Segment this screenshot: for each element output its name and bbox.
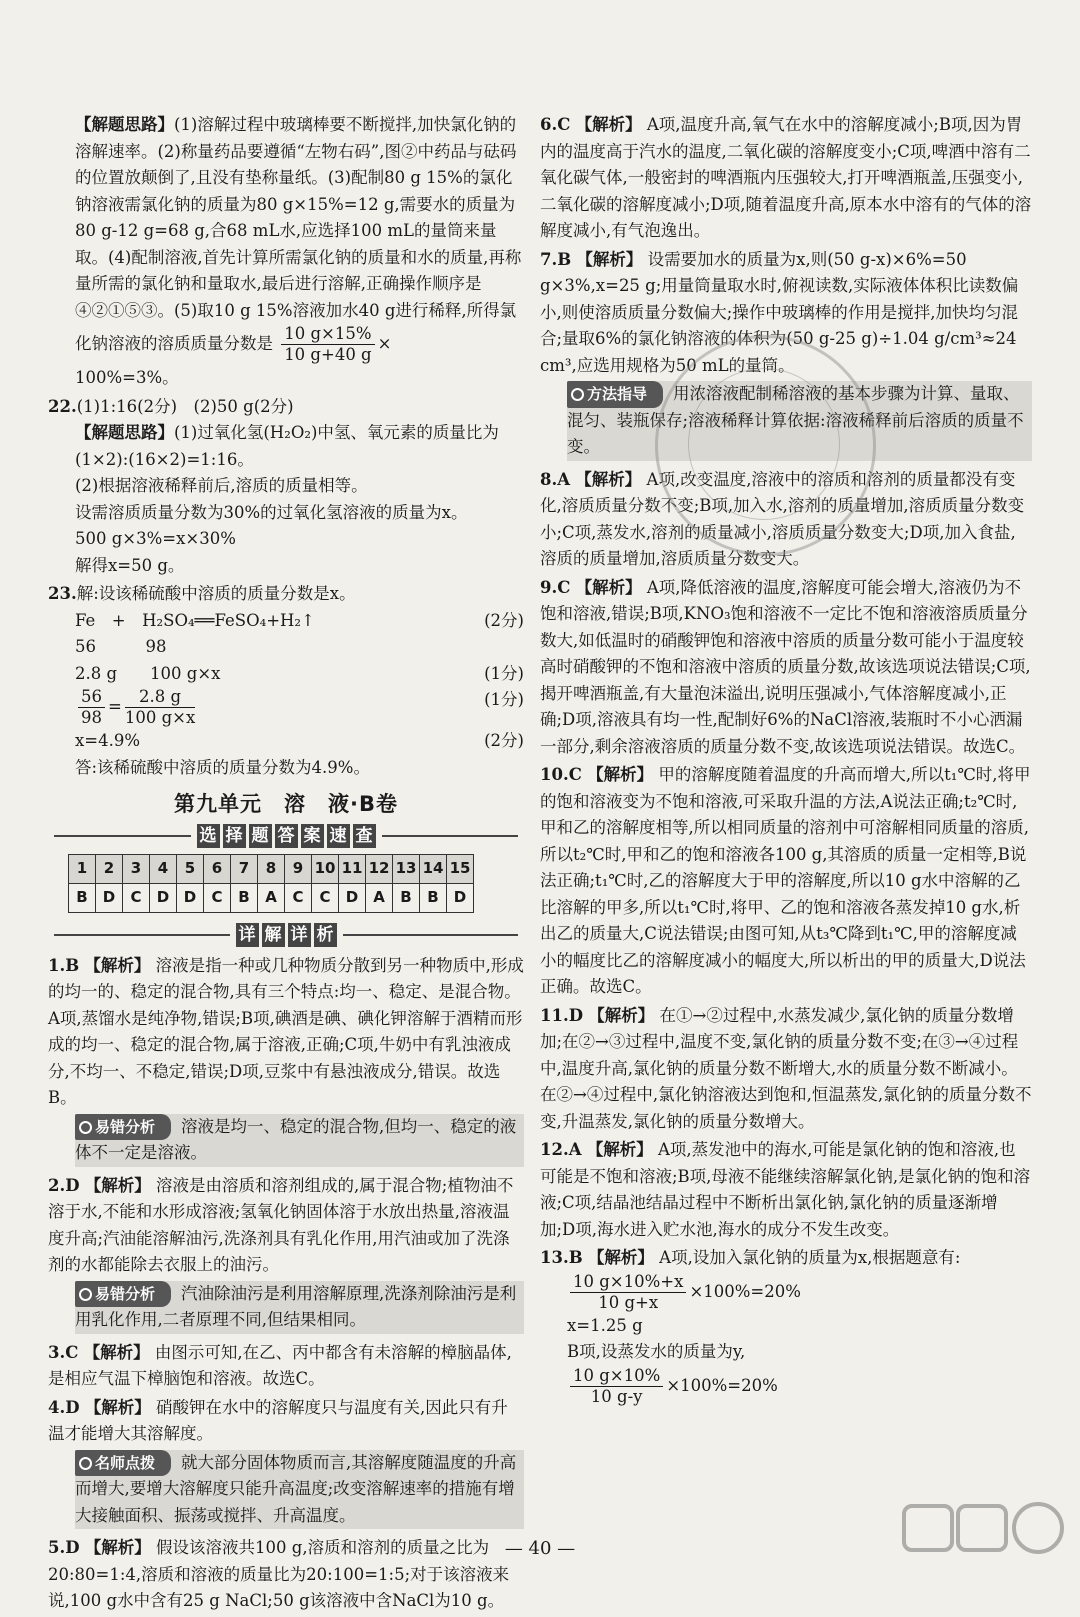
detailed-explanation-banner bbox=[48, 923, 524, 947]
q6 bbox=[540, 112, 1032, 245]
q22 bbox=[48, 394, 524, 580]
q22-line: 解得x=50 g。 bbox=[75, 555, 185, 575]
frac-den: 10 g+x bbox=[598, 1292, 659, 1312]
q13-f2-tail: ×100%=20% bbox=[666, 1375, 778, 1395]
tag: 【解析】 bbox=[587, 1248, 654, 1267]
frac-num: 10 g×10% bbox=[570, 1366, 663, 1387]
frac-num: 2.8 g bbox=[125, 687, 195, 708]
cell: D bbox=[339, 883, 366, 912]
cell: 14 bbox=[420, 854, 447, 883]
q13 bbox=[540, 1245, 1032, 1407]
q21-end: 100%=3%。 bbox=[75, 368, 179, 387]
banner-char: 速 bbox=[327, 824, 350, 848]
q11 bbox=[540, 1003, 1032, 1136]
lightbulb-icon bbox=[79, 1288, 92, 1301]
q13-eq2 bbox=[567, 1366, 1032, 1407]
cell: 12 bbox=[366, 854, 393, 883]
tag: 【解析】 bbox=[575, 577, 642, 597]
q3 bbox=[48, 1340, 524, 1393]
q-num: 6.C bbox=[540, 115, 571, 134]
q23-frac-b bbox=[125, 687, 195, 728]
cell: B bbox=[231, 883, 258, 912]
q-num: 2.D bbox=[48, 1175, 80, 1195]
q-text: 由图示可知,在乙、丙中都含有未溶解的樟脑晶体,是相应气温下樟脑饱和溶液。故选C。 bbox=[48, 1342, 512, 1388]
q9 bbox=[540, 575, 1032, 761]
tag: 【解题思路】 bbox=[75, 115, 174, 134]
cell: 13 bbox=[393, 854, 420, 883]
cell: 15 bbox=[447, 854, 474, 883]
q13-x-result: x=1.25 g bbox=[567, 1315, 643, 1335]
q21-frac-den: 10 g+40 g bbox=[284, 345, 372, 364]
q-num: 8.A bbox=[540, 469, 571, 489]
q-text: 设需要加水的质量为x,则(50 g-x)×6%=50 g×3%,x=25 g;用量筒量取水时,俯视读数,实际液体体积比读数偏小,则使溶质质量分数偏大;操作中玻璃棒的作用是搅拌,加快均匀混合;量取6%的氯化钠溶液的体积为(50 g-25 g)÷1.04 g/cm³≈24 cm³,应选用规格为50 mL的量筒。 bbox=[540, 249, 1019, 375]
tip-label bbox=[75, 1450, 171, 1477]
cell: C bbox=[312, 883, 339, 912]
q-num: 5.D bbox=[48, 1538, 80, 1557]
cell: 5 bbox=[177, 854, 204, 883]
banner-char: 案 bbox=[301, 824, 324, 848]
q-text: A项,设加入氯化钠的质量为x,根据题意有: bbox=[659, 1248, 961, 1267]
banner-line bbox=[343, 934, 519, 936]
q-num: 13.B bbox=[540, 1248, 583, 1267]
q-num: 3.C bbox=[48, 1342, 79, 1362]
q23-given: 2.8 g 100 g×x bbox=[75, 663, 221, 683]
cell: D bbox=[177, 883, 204, 912]
right-column bbox=[540, 112, 1032, 1409]
watermark-stamp bbox=[655, 335, 876, 556]
q23-num: 23. bbox=[48, 584, 77, 603]
cell: C bbox=[204, 883, 231, 912]
q22-line: 设需溶质质量分数为30%的过氧化氢溶液的质量为x。 bbox=[75, 502, 468, 522]
tag: 【解析】 bbox=[575, 469, 642, 489]
cell: D bbox=[96, 883, 123, 912]
q22-line: (1)过氧化氢(H₂O₂)中氢、氧元素的质量比为 bbox=[174, 423, 499, 442]
q23 bbox=[48, 581, 524, 781]
q23-equation-row bbox=[75, 608, 524, 635]
tip-box bbox=[75, 1281, 524, 1334]
frac-den: 100 g×x bbox=[124, 708, 196, 727]
cell: 4 bbox=[150, 854, 177, 883]
q22-line: (1×2):(16×2)=1:16。 bbox=[75, 449, 254, 469]
equals-sign: = bbox=[108, 697, 122, 716]
tag: 【解析】 bbox=[84, 1397, 151, 1417]
tip-label-text: 易错分析 bbox=[95, 1284, 156, 1303]
q23-intro: 解:设该稀硫酸中溶质的质量分数是x。 bbox=[76, 584, 356, 603]
banner-char: 题 bbox=[249, 824, 272, 848]
banner-text bbox=[197, 824, 376, 848]
lightbulb-icon bbox=[79, 1121, 92, 1134]
q13-frac2 bbox=[570, 1366, 663, 1407]
cell: 9 bbox=[285, 854, 312, 883]
q-text: 溶液是指一种或几种物质分散到另一种物质中,形成的均一的、稳定的混合物,具有三个特点:均一、稳定、是混合物。A项,蒸馏水是纯净物,错误;B项,碘酒是碘、碘化钾溶解于酒精而形成的均一、稳定的混合物,属于溶液,正确;C项,牛奶中有乳浊液成分,不均一、不稳定,错误;D项,豆浆中有悬浊液成分,错误。故选B。 bbox=[48, 955, 524, 1107]
cell: 8 bbox=[258, 854, 285, 883]
tag: 【解析】 bbox=[83, 1342, 150, 1362]
q23-equation-row: 56 98 bbox=[75, 637, 167, 656]
answer-table bbox=[68, 854, 474, 913]
tip-label bbox=[75, 1114, 171, 1141]
q22-num: 22. bbox=[48, 396, 77, 416]
banner-char: 析 bbox=[314, 923, 337, 947]
cell: A bbox=[258, 883, 285, 912]
q13-frac1 bbox=[570, 1272, 686, 1313]
cell: 11 bbox=[339, 854, 366, 883]
q-text: A项,温度升高,氧气在水中的溶解度减小;B项,因为胃内的温度高于汽水的温度,二氧化碳的溶解度变小;C项,啤酒中溶有二氧化碳气体,一般密封的啤酒瓶内压强较大,打开啤酒瓶盖,压强变小,二氧化碳的溶解度减小;D项,随着温度升高,原本水中溶有的气体的溶解度减小,有气泡逸出。 bbox=[540, 115, 1032, 240]
q22-answer: (1)1:16(2分) (2)50 g(2分) bbox=[76, 396, 294, 416]
lightbulb-icon bbox=[79, 1457, 92, 1470]
q21-text: (1)溶解过程中玻璃棒要不断搅拌,加快氯化钠的溶解速率。(2)称量药品要遵循“左物右码”,图②中药品与砝码的位置放颠倒了,且没有垫称量纸。(3)配制80 g 15%的氯化钠溶液需氯化钠的质量为80 g×15%=12 g,需要水的质量为80 g-12 g=68 g,合68 mL水,应选择100 mL的量筒来量取。(4)配制溶液,首先计算所需氯化钠的质量和水的质量,再称量所需的氯化钠和量取水,最后进行溶解,正确操作顺序是④②①⑤③。(5)取10 g 15%溶液加水40 g进行稀释,所得氯化钠溶液的溶质质量分数是 bbox=[75, 115, 522, 353]
answer-table-answers bbox=[69, 883, 474, 912]
unit-title: 第九单元 溶 液·B卷 bbox=[174, 792, 398, 816]
frac-num: 56 bbox=[78, 687, 105, 708]
banner-char: 选 bbox=[197, 824, 220, 848]
tip-label bbox=[567, 381, 663, 408]
q13-b-line: B项,设蒸发水的质量为y, bbox=[567, 1342, 746, 1361]
q-text: 硝酸钾在水中的溶解度只与温度有关,因此只有升温才能增大其溶解度。 bbox=[48, 1397, 508, 1443]
banner-line bbox=[54, 934, 230, 936]
q23-work bbox=[48, 608, 524, 782]
q22-explanation bbox=[48, 420, 524, 579]
cell: D bbox=[447, 883, 474, 912]
banner-char: 解 bbox=[262, 923, 285, 947]
q22-line: (2)根据溶液稀释前后,溶质的质量相等。 bbox=[75, 476, 368, 495]
q-text: 溶液是由溶质和溶剂组成的,属于混合物;植物油不溶于水,不能和水形成溶液;氢氧化钠固体溶于水放出热量,溶液温度升高;汽油能溶解油污,洗涤剂具有乳化作用,用汽油或加了洗涤剂的水都能除去衣服上的油污。 bbox=[48, 1175, 514, 1274]
banner-char: 详 bbox=[288, 923, 311, 947]
tip-label bbox=[75, 1281, 171, 1308]
answer-quick-check-banner bbox=[48, 824, 524, 848]
page-number: — 40 — bbox=[504, 1538, 576, 1559]
q21-explanation bbox=[48, 112, 524, 392]
cell: 1 bbox=[69, 854, 96, 883]
tip-text: 用浓溶液配制稀溶液的基本步骤为计算、量取、混匀、装瓶保存;溶液稀释计算依据:溶液稀释前后溶质的质量不变。 bbox=[567, 384, 1024, 456]
cell: 7 bbox=[231, 854, 258, 883]
banner-char: 答 bbox=[275, 824, 298, 848]
q4 bbox=[48, 1395, 524, 1530]
q23-equation: Fe + H₂SO₄══FeSO₄+H₂↑ bbox=[75, 610, 315, 630]
banner-char: 择 bbox=[223, 824, 246, 848]
q23-frac-a bbox=[78, 687, 105, 728]
q21-times: × bbox=[377, 334, 392, 353]
watermark-logo bbox=[900, 1500, 1070, 1570]
frac-den: 98 bbox=[81, 708, 102, 727]
q-text: 假设该溶液共100 g,溶质和溶剂的质量之比为20:80=1:4,溶质和溶液的质量比为20:100=1:5;对于该溶液来说,100 g水中含有25 g NaCl;50 g该溶液中含NaCl为10 g。 bbox=[48, 1538, 510, 1610]
q-num: 1.B bbox=[48, 955, 80, 975]
banner-line bbox=[382, 835, 519, 837]
q12 bbox=[540, 1137, 1032, 1243]
q-num: 10.C bbox=[540, 765, 582, 784]
q-num: 11.D bbox=[540, 1005, 584, 1025]
tip-text: 汽油除油污是利用溶解原理,洗涤剂除油污是利用乳化作用,二者原理不同,但结果相同。 bbox=[75, 1283, 517, 1329]
q-text: 在①→②过程中,水蒸发减少,氯化钠的质量分数增加;在②→③过程中,温度不变,氯化钠的质量分数不变;在③→④过程中,温度升高,氯化钠的质量分数不断增大,水的质量分数不断减小。在②→④过程中,氯化钠溶液达到饱和,恒温蒸发,氯化钠的质量分数不变,升温蒸发,氯化钠的质量分数增大。 bbox=[540, 1005, 1032, 1131]
frac-num: 10 g×10%+x bbox=[570, 1272, 686, 1293]
tip-box bbox=[75, 1450, 524, 1530]
tip-text: 溶液是均一、稳定的混合物,但均一、稳定的液体不一定是溶液。 bbox=[75, 1116, 517, 1162]
tag: 【解析】 bbox=[575, 115, 642, 134]
q-text: 甲的溶解度随着温度的升高而增大,所以t₁℃时,将甲的饱和溶液变为不饱和溶液,可采取升温的方法,A说法正确;t₂℃时,甲和乙的溶解度相等,所以相同质量的溶剂中可溶解相同质量的溶质,所以t₂℃时,甲和乙的饱和溶液各100 g,其溶质的质量一定相等,B说法正确;t₁℃时,乙的溶解度大于甲的溶解度,所以10 g水中溶解的乙比溶解的甲多,所以t₁℃时,将甲、乙的饱和溶液各蒸发掉10 g水,析出乙的质量大,C说法错误;由图可知,从t₃℃降到t₁℃,甲的溶解度减小的幅度比乙的溶解度减小的幅度大,所以析出的甲的质量大,D说法正确。故选C。 bbox=[540, 765, 1031, 996]
tip-text: 就大部分固体物质而言,其溶解度随温度的升高而增大,要增大溶解度只能升高温度;改变溶解速率的措施有增大接触面积、振荡或搅拌、升高温度。 bbox=[75, 1452, 517, 1525]
banner-text bbox=[236, 923, 337, 947]
q-text: A项,蒸发池中的海水,可能是氯化钠的饱和溶液,也可能是不饱和溶液;B项,母液不能继续溶解氯化钠,是氯化钠的饱和溶液;C项,结晶池结晶过程中不断析出氯化钠,氯化钠的质量逐渐增加;D项,海水进入贮水池,海水的成分不发生改变。 bbox=[540, 1140, 1031, 1239]
q23-result-row bbox=[75, 728, 524, 755]
lightbulb-icon bbox=[571, 388, 584, 401]
watermark-stamp-ring bbox=[688, 368, 840, 520]
cell: 6 bbox=[204, 854, 231, 883]
q13-f1-tail: ×100%=20% bbox=[689, 1281, 801, 1301]
q-num: 4.D bbox=[48, 1397, 80, 1417]
left-column bbox=[48, 112, 524, 1617]
cell: B bbox=[69, 883, 96, 912]
q21-fraction bbox=[281, 324, 374, 365]
q23-score: (2分) bbox=[484, 610, 524, 630]
cell: C bbox=[285, 883, 312, 912]
q13-work bbox=[540, 1272, 1032, 1407]
frac-den: 10 g-y bbox=[590, 1386, 643, 1406]
answer-table-numbers bbox=[69, 854, 474, 883]
q13-eq1 bbox=[567, 1272, 1032, 1313]
q-num: 9.C bbox=[540, 577, 571, 597]
tag: 【解析】 bbox=[588, 1005, 655, 1025]
q21-frac-num: 10 g×15% bbox=[281, 324, 374, 345]
q10 bbox=[540, 762, 1032, 1001]
q23-score: (1分) bbox=[484, 690, 524, 709]
tag: 【解析】 bbox=[576, 249, 643, 269]
q1 bbox=[48, 953, 524, 1167]
banner-char: 详 bbox=[236, 923, 259, 947]
cell: B bbox=[420, 883, 447, 912]
cell: A bbox=[366, 883, 393, 912]
tag: 【解析】 bbox=[84, 1538, 151, 1557]
q23-result: x=4.9% bbox=[75, 731, 141, 750]
cell: 10 bbox=[312, 854, 339, 883]
cell: 3 bbox=[123, 854, 150, 883]
tip-label-text: 名师点拨 bbox=[95, 1453, 156, 1472]
tag: 【解析】 bbox=[586, 1140, 653, 1159]
tip-box bbox=[75, 1114, 524, 1167]
tag: 【解题思路】 bbox=[75, 423, 174, 442]
tag: 【解析】 bbox=[84, 955, 151, 975]
q23-score: (2分) bbox=[484, 731, 524, 750]
banner-char: 查 bbox=[353, 824, 376, 848]
q23-answer: 答:该稀硫酸中溶质的质量分数为4.9%。 bbox=[75, 757, 370, 777]
q-num: 7.B bbox=[540, 249, 572, 269]
tag: 【解析】 bbox=[587, 765, 654, 784]
q-num: 12.A bbox=[540, 1140, 582, 1159]
q-text: A项,改变温度,溶液中的溶质和溶剂的质量都没有变化,溶质质量分数不变;B项,加入水,溶剂的质量增加,溶质质量分数变小;C项,蒸发水,溶剂的质量减小,溶质质量分数变大;D项,加入食盐,溶质的质量增加,溶质质量分数变大。 bbox=[540, 469, 1025, 568]
q-text: A项,降低溶液的温度,溶解度可能会增大,溶液仍为不饱和溶液,错误;B项,KNO₃饱和溶液不一定比不饱和溶液溶质质量分数大,如低温时的硝酸钾饱和溶液中溶质的质量分数可能小于温度较高时硝酸钾的不饱和溶液中溶质的质量分数,故该选项说法错误;C项,揭开啤酒瓶盖,有大量泡沫溢出,说明压强减小,气体溶解度减小,正确;D项,溶液具有均一性,配制好6%的NaCl溶液,装瓶时不小心洒漏一部分,剩余溶液溶质的质量分数不变,故该选项说法错误。故选C。 bbox=[540, 577, 1031, 756]
tip-label-text: 易错分析 bbox=[95, 1117, 156, 1136]
cell: B bbox=[393, 883, 420, 912]
tip-label-text: 方法指导 bbox=[587, 385, 648, 403]
q23-equation-row bbox=[75, 661, 524, 688]
q2 bbox=[48, 1173, 524, 1334]
cell: C bbox=[123, 883, 150, 912]
q23-score: (1分) bbox=[484, 663, 524, 683]
q22-line: 500 g×3%=x×30% bbox=[75, 529, 236, 548]
tag: 【解析】 bbox=[84, 1175, 151, 1195]
q23-proportion-row bbox=[75, 687, 524, 728]
banner-line bbox=[54, 835, 191, 837]
cell: D bbox=[150, 883, 177, 912]
cell: 2 bbox=[96, 854, 123, 883]
